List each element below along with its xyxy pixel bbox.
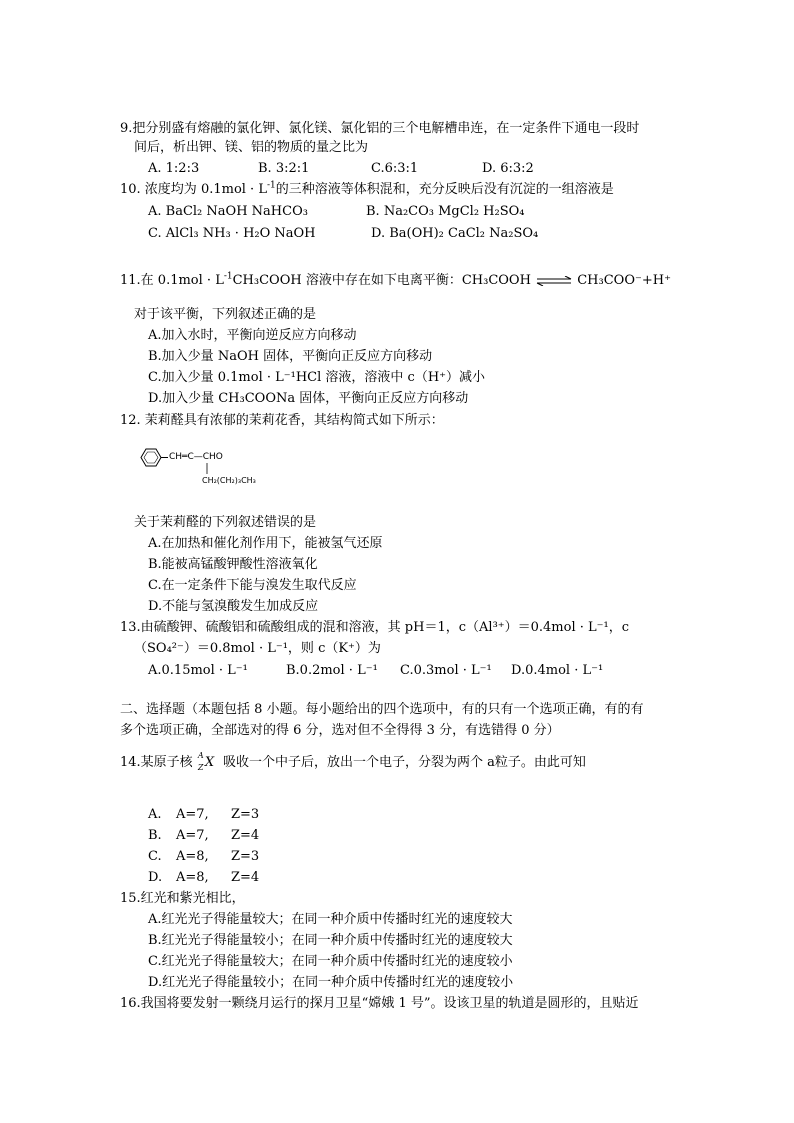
- q10-option-a: A. BaCl₂ NaOH NaHCO₃: [148, 204, 308, 219]
- q11-stem-sup: -1: [223, 271, 233, 282]
- q9-option-d: D. 6:3:2: [482, 161, 534, 176]
- q14-option-b: B. A=7, Z=4: [148, 828, 260, 843]
- q11-stem-line2: 对于该平衡，下列叙述正确的是: [134, 307, 317, 322]
- q14-option-d: D. A=8, Z=4: [148, 870, 260, 885]
- q9-option-c: C.6:3:1: [371, 161, 419, 176]
- q11-option-c: C.加入少量 0.1mol · L⁻¹HCl 溶液，溶液中 c（H⁺）减小: [148, 370, 486, 385]
- q11-option-b: B.加入少量 NaOH 固体，平衡向正反应方向移动: [148, 349, 433, 364]
- nuclide-element: X: [204, 755, 215, 770]
- section2-heading-line2: 多个选项正确，全部选对的得 6 分，选对但不全得得 3 分，有选错得 0 分）: [120, 723, 560, 738]
- structure-top-label: CH═C—CHO: [169, 452, 223, 462]
- q12-option-d: D.不能与氢溴酸发生加成反应: [148, 599, 319, 614]
- q13-option-d: D.0.4mol · L⁻¹: [511, 663, 604, 678]
- q14-option-a: A. A=7, Z=3: [148, 807, 260, 822]
- q10-stem-post: 的三种溶液等体积混和，充分反映后没有沉淀的一组溶液是: [275, 182, 614, 197]
- q14-stem: [120, 751, 586, 772]
- q10-option-c: C. AlCl₃ NH₃ · H₂O NaOH: [148, 226, 316, 241]
- q14-stem-pre: 14.某原子核: [120, 755, 193, 770]
- equilibrium-arrow-icon: [535, 276, 573, 286]
- q13-option-c: C.0.3mol · L⁻¹: [400, 663, 492, 678]
- q13-option-a: A.0.15mol · L⁻¹: [148, 663, 248, 678]
- q13-option-b: B.0.2mol · L⁻¹: [286, 663, 378, 678]
- q14-option-c: C. A=8, Z=3: [148, 849, 260, 864]
- q10-option-d: D. Ba(OH)₂ CaCl₂ Na₂SO₄: [371, 226, 539, 241]
- q10-option-b: B. Na₂CO₃ MgCl₂ H₂SO₄: [366, 204, 525, 219]
- q9-option-b: B. 3:2:1: [258, 161, 310, 176]
- q10-stem-pre: 10. 浓度均为 0.1mol · L: [120, 182, 267, 197]
- q11-stem: [120, 273, 671, 289]
- q9-stem-line2: 间后，析出钾、镁、铝的物质的量之比为: [134, 140, 369, 155]
- q9-stem-line1: 9.把分别盛有熔融的氯化钾、氯化镁、氯化铝的三个电解槽串连，在一定条件下通电一段时: [120, 121, 640, 136]
- q12-stem-line2: 关于茉莉醛的下列叙述错误的是: [134, 515, 317, 530]
- q11-stem-mid: CH₃COOH 溶液中存在如下电离平衡：CH₃COOH: [232, 273, 531, 288]
- q11-option-d: D.加入少量 CH₃COONa 固体，平衡向正反应方向移动: [148, 391, 469, 406]
- q16-stem: 16.我国将要发射一颗绕月运行的探月卫星“嫦娥 1 号”。设该卫星的轨道是圆形的，且贴近: [120, 996, 639, 1011]
- q11-option-a: A.加入水时，平衡向逆反应方向移动: [148, 328, 357, 343]
- q12-stem: 12. 茉莉醛具有浓郁的茉莉花香，其结构简式如下所示：: [120, 413, 444, 428]
- structure-bottom-label: CH₂(CH₂)₃CH₃: [202, 476, 256, 485]
- q9-option-a: A. 1:2:3: [148, 161, 200, 176]
- nuclide-symbol: [197, 751, 219, 772]
- jasminaldehyde-structure: [136, 444, 286, 494]
- q12-option-b: B.能被高锰酸钾酸性溶液氧化: [148, 557, 318, 572]
- nuclide-atomic-number: Z: [197, 763, 204, 772]
- q13-stem-line2: （SO₄²⁻）＝0.8mol · L⁻¹，则 c（K⁺）为: [134, 641, 381, 656]
- q15-stem: 15.红光和紫光相比，: [120, 891, 245, 906]
- q14-stem-post: 吸收一个中子后，放出一个电子，分裂为两个 a粒子。由此可知: [222, 755, 586, 770]
- q15-option-c: C.红光光子得能量较大；在同一种介质中传播时红光的速度较小: [148, 954, 513, 969]
- q12-option-c: C.在一定条件下能与溴发生取代反应: [148, 578, 357, 593]
- q13-stem-line1: 13.由硫酸钾、硫酸铝和硫酸组成的混和溶液，其 pH＝1，c（Al³⁺）＝0.4mol · L⁻¹，c: [120, 620, 630, 635]
- q11-stem-right: CH₃COO⁻+H⁺: [577, 273, 671, 288]
- nuclide-mass-number: A: [197, 751, 204, 760]
- section2-heading-line1: 二、选择题（本题包括 8 小题。每小题给出的四个选项中，有的只有一个选项正确，有的有: [120, 702, 644, 717]
- q10-stem: [120, 182, 614, 198]
- q11-stem-pre: 11.在 0.1mol · L: [120, 273, 224, 288]
- q15-option-a: A.红光光子得能量较大；在同一种介质中传播时红光的速度较大: [148, 912, 513, 927]
- q12-option-a: A.在加热和催化剂作用下，能被氢气还原: [148, 536, 383, 551]
- q15-option-b: B.红光光子得能量较小；在同一种介质中传播时红光的速度较大: [148, 933, 513, 948]
- q10-stem-sup: -1: [266, 180, 276, 191]
- q15-option-d: D.红光光子得能量较小；在同一种介质中传播时红光的速度较小: [148, 975, 514, 990]
